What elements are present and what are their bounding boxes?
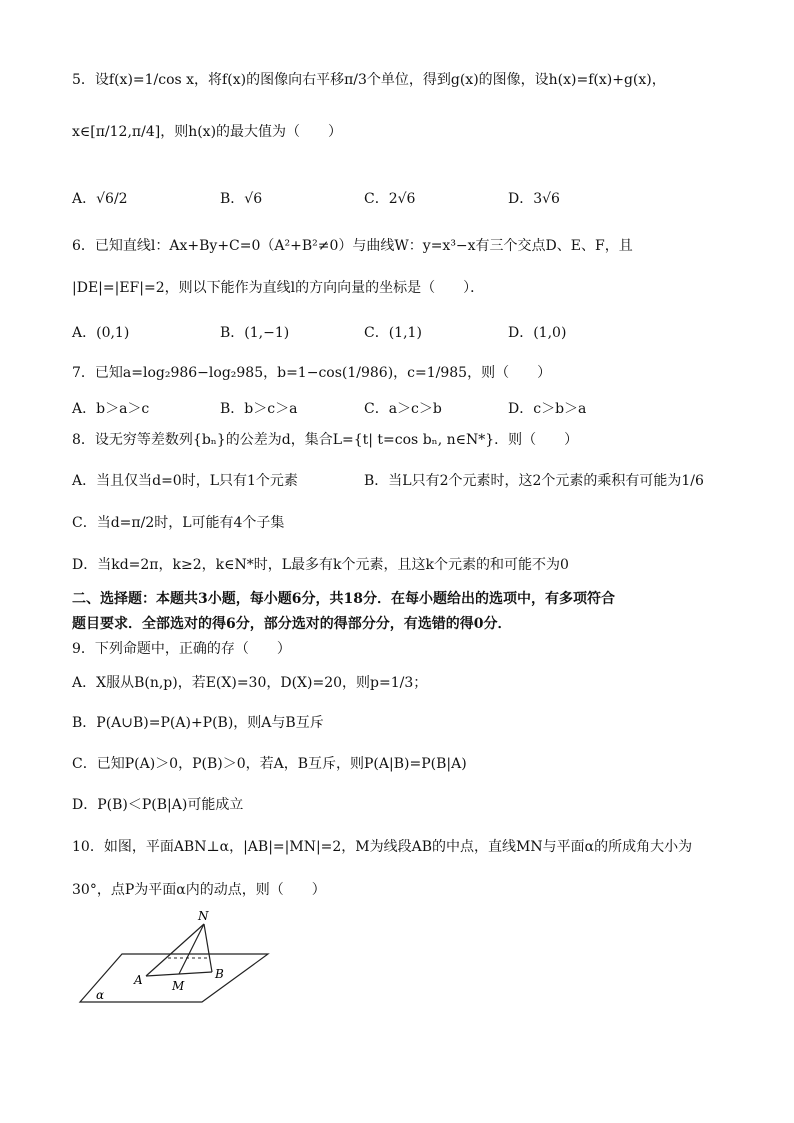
q5-stem-2: x∈[π/12,π/4]，则h(x)的最大值为（ ） — [72, 124, 343, 140]
label-m: M — [172, 979, 185, 993]
q8-stem: 8．设无穷等差数列{bₙ}的公差为d，集合L={t| t=cos bₙ, n∈N*}．则（ ） — [72, 432, 579, 448]
q9-stem: 9．下列命题中，正确的存（ ） — [72, 641, 291, 657]
q6-option-a: A．(0,1) — [72, 325, 130, 341]
q5-option-a: A．√6/2 — [72, 191, 128, 207]
q7-option-c: C．a＞c＞b — [364, 401, 442, 417]
segment-mn — [179, 924, 204, 974]
q10-stem-2: 30°，点P为平面α内的动点，则（ ） — [72, 882, 326, 898]
q7-option-b: B．b＞c＞a — [220, 401, 298, 417]
q9-option-c: C．已知P(A)＞0，P(B)＞0，若A，B互斥，则P(A|B)=P(B|A) — [72, 756, 467, 772]
q8-option-d: D．当kd=2π，k≥2，k∈N*时，L最多有k个元素，且这k个元素的和可能不为0 — [72, 557, 569, 573]
segment-an — [146, 924, 204, 976]
q8-option-c: C．当d=π/2时，L可能有4个子集 — [72, 515, 285, 531]
segment-bn — [204, 924, 212, 972]
label-alpha: α — [96, 988, 105, 1002]
q9-option-b: B．P(A∪B)=P(A)+P(B)，则A与B互斥 — [72, 715, 324, 731]
q7-stem: 7．已知a=log₂986−log₂985，b=1−cos(1/986)，c=1/985，则（ ） — [72, 365, 552, 381]
q7-option-d: D．c＞b＞a — [508, 401, 587, 417]
section2-title-2: 题目要求．全部选对的得6分，部分选对的得部分分，有选错的得0分． — [72, 616, 512, 632]
label-b: B — [215, 967, 224, 981]
q6-option-b: B．(1,−1) — [220, 325, 290, 341]
q6-option-c: C．(1,1) — [364, 325, 422, 341]
q8-option-b: B．当L只有2个元素时，这2个元素的乘积有可能为1/6 — [364, 473, 704, 489]
section2-title: 二、选择题：本题共3小题，每小题6分，共18分．在每小题给出的选项中，有多项符合 — [72, 591, 615, 607]
label-n: N — [198, 909, 209, 923]
q6-option-d: D．(1,0) — [508, 325, 567, 341]
q9-option-d: D．P(B)＜P(B|A)可能成立 — [72, 797, 244, 813]
q5-option-b: B．√6 — [220, 191, 263, 207]
q10-stem: 10．如图，平面ABN⊥α，|AB|=|MN|=2，M为线段AB的中点，直线MN与平面α的所成角大小为 — [72, 839, 693, 855]
q5-option-d: D．3√6 — [508, 191, 560, 207]
q5-option-c: C．2√6 — [364, 191, 416, 207]
plane-alpha — [80, 954, 268, 1002]
q6-stem: 6．已知直线l：Ax+By+C=0（A²+B²≠0）与曲线W：y=x³−x有三个交点D、E、F，且 — [72, 238, 633, 254]
label-a: A — [134, 973, 143, 987]
q7-option-a: A．b＞a＞c — [72, 401, 150, 417]
q10-figure — [72, 908, 292, 1008]
q6-stem-2: |DE|=|EF|=2，则以下能作为直线l的方向向量的坐标是（ ）． — [72, 280, 485, 296]
q9-option-a: A．X服从B(n,p)，若E(X)=30，D(X)=20，则p=1/3； — [72, 675, 428, 691]
q5-stem: 5．设f(x)=1/cos x，将f(x)的图像向右平移π/3个单位，得到g(x)的图像，设h(x)=f(x)+g(x)， — [72, 72, 666, 88]
q8-option-a: A．当且仅当d=0时，L只有1个元素 — [72, 473, 298, 489]
